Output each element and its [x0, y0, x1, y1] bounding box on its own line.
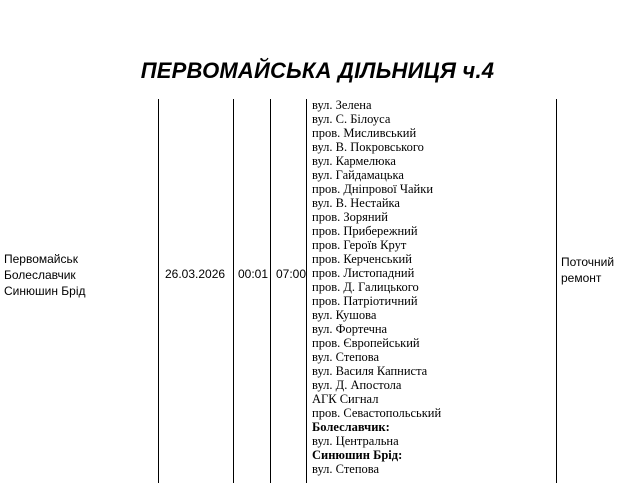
- street-item: пров. Листопадний: [312, 266, 415, 280]
- street-item: АГК Сигнал: [312, 392, 379, 406]
- page-title: ПЕРВОМАЙСЬКА ДІЛЬНИЦЯ ч.4: [140, 58, 495, 83]
- locality-heading: Болеславчик:: [312, 420, 390, 434]
- street-item: пров. Мисливський: [312, 126, 417, 140]
- street-item: пров. Д. Галицького: [312, 280, 419, 294]
- street-item: пров. Керченський: [312, 252, 412, 266]
- work-type-cell: [561, 254, 614, 286]
- street-item: вул. Степова: [312, 462, 380, 476]
- street-item: вул. В. Покровського: [312, 140, 424, 154]
- street-item: пров. Прибережний: [312, 224, 418, 238]
- street-item: пров. Дніпрової Чайки: [312, 182, 434, 196]
- street-item: пров. Зоряний: [312, 210, 388, 224]
- column-divider: [270, 99, 271, 483]
- street-item: вул. Фортечна: [312, 322, 388, 336]
- column-divider: [306, 99, 307, 483]
- work-type-line: ремонт: [561, 271, 602, 285]
- locality: Первомайськ: [4, 252, 79, 266]
- locality: Болеславчик: [4, 268, 76, 282]
- locality-heading: Синюшин Брід:: [312, 448, 403, 462]
- street-item: вул. Кармелюка: [312, 154, 396, 168]
- street-item: вул. В. Нестайка: [312, 196, 400, 210]
- street-item: вул. Гайдамацька: [312, 168, 404, 182]
- locality: Синюшин Брід: [4, 284, 86, 298]
- street-item: вул. Зелена: [312, 98, 372, 112]
- time-end-cell: 07:00: [276, 267, 307, 281]
- column-divider: [233, 99, 234, 483]
- column-divider: [158, 99, 159, 483]
- street-item: вул. Д. Апостола: [312, 378, 402, 392]
- street-item: пров. Севастопольський: [312, 406, 442, 420]
- street-item: пров. Патріотичний: [312, 294, 418, 308]
- time-start-cell: 00:01: [238, 267, 269, 281]
- street-item: вул. Центральна: [312, 434, 399, 448]
- streets-cell: [312, 98, 441, 476]
- localities-cell: [4, 251, 86, 299]
- street-item: вул. Василя Капниста: [312, 364, 428, 378]
- street-item: пров. Європейський: [312, 336, 420, 350]
- street-item: вул. С. Білоуса: [312, 112, 391, 126]
- date-cell: 26.03.2026: [165, 267, 226, 281]
- work-type-line: Поточний: [561, 255, 615, 269]
- street-item: вул. Степова: [312, 350, 380, 364]
- street-item: пров. Героїв Крут: [312, 238, 407, 252]
- street-item: вул. Кушова: [312, 308, 377, 322]
- column-divider: [556, 99, 557, 483]
